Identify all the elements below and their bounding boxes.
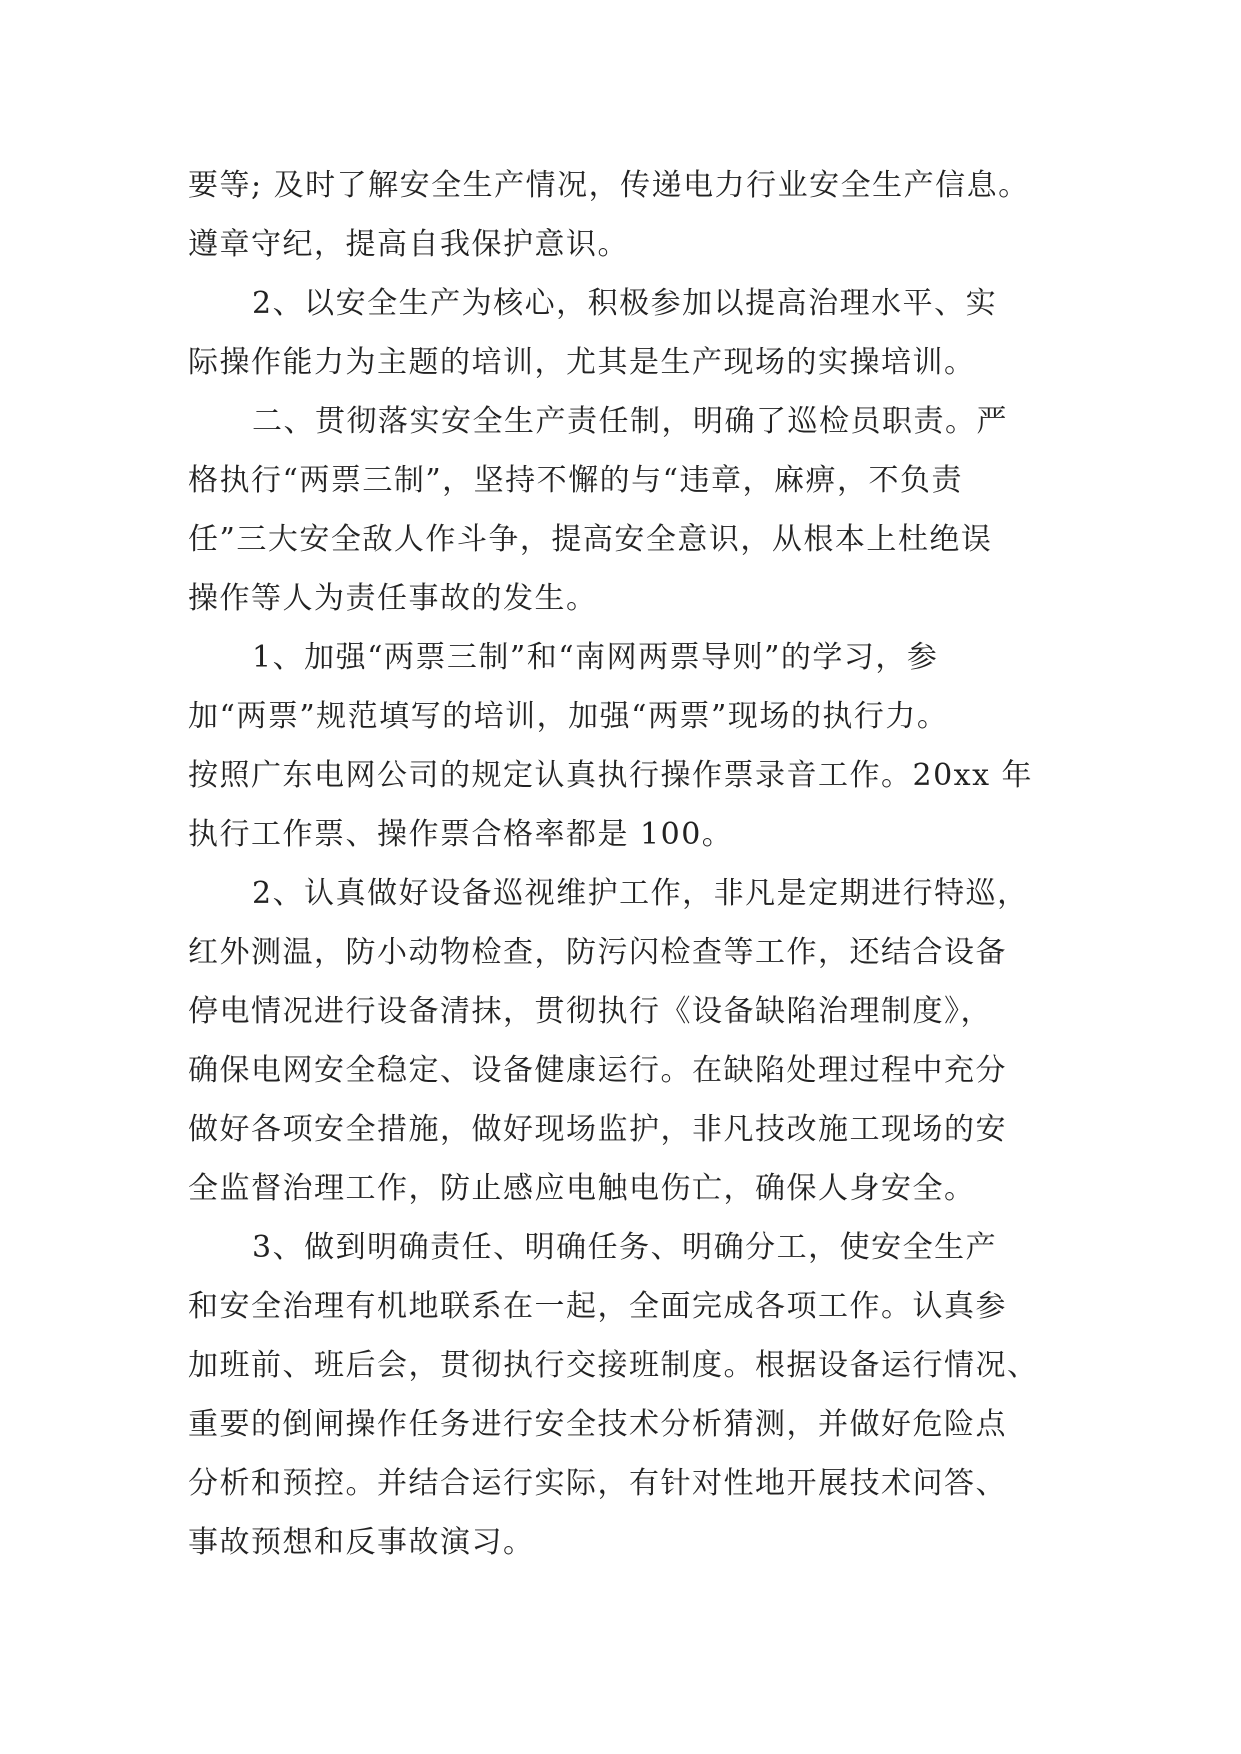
text-line: 事故预想和反事故演习。 xyxy=(188,1525,535,1560)
text-line: 加“两票”规范填写的培训，加强“两票”现场的执行力。 xyxy=(188,699,949,734)
text-line: 执行工作票、操作票合格率都是 100。 xyxy=(188,817,734,852)
text-line: 红外测温，防小动物检查，防污闪检查等工作，还结合设备 xyxy=(188,935,1007,970)
text-line: 要等; 及时了解安全生产情况，传递电力行业安全生产信息。 xyxy=(188,168,1030,203)
text-line: 二、贯彻落实安全生产责任制，明确了巡检员职责。严 xyxy=(252,404,1008,439)
paragraph-2 xyxy=(188,274,1068,392)
text-line: 任”三大安全敌人作斗争，提高安全意识，从根本上杜绝误 xyxy=(188,522,993,557)
paragraph-1 xyxy=(188,156,1068,274)
text-line: 操作等人为责任事故的发生。 xyxy=(188,581,598,616)
text-line: 做好各项安全措施，做好现场监护，非凡技改施工现场的安 xyxy=(188,1112,1007,1147)
text-line: 和安全治理有机地联系在一起，全面完成各项工作。认真参 xyxy=(188,1289,1007,1324)
text-line: 全监督治理工作，防止感应电触电伤亡，确保人身安全。 xyxy=(188,1171,976,1206)
paragraph-4 xyxy=(188,628,1068,864)
text-line: 1、加强“两票三制”和“南网两票导则”的学习，参 xyxy=(252,640,939,675)
text-line: 3、做到明确责任、明确任务、明确分工，使安全生产 xyxy=(252,1230,998,1265)
text-line: 确保电网安全稳定、设备健康运行。在缺陷处理过程中充分 xyxy=(188,1053,1007,1088)
text-line: 际操作能力为主题的培训，尤其是生产现场的实操培训。 xyxy=(188,345,976,380)
paragraph-3 xyxy=(188,392,1068,628)
paragraph-6 xyxy=(188,1218,1068,1572)
text-line: 停电情况进行设备清抹，贯彻执行《设备缺陷治理制度》， xyxy=(188,994,992,1029)
text-line: 2、以安全生产为核心，积极参加以提高治理水平、实 xyxy=(252,286,998,321)
text-line: 按照广东电网公司的规定认真执行操作票录音工作。20xx 年 xyxy=(188,758,1034,793)
text-line: 遵章守纪，提高自我保护意识。 xyxy=(188,227,629,262)
document-body xyxy=(188,156,1068,1572)
text-line: 加班前、班后会，贯彻执行交接班制度。根据设备运行情况、 xyxy=(188,1348,1039,1383)
text-line: 分析和预控。并结合运行实际，有针对性地开展技术问答、 xyxy=(188,1466,1007,1501)
text-line: 2、认真做好设备巡视维护工作，非凡是定期进行特巡， xyxy=(252,876,1029,911)
paragraph-5 xyxy=(188,864,1068,1218)
text-line: 重要的倒闸操作任务进行安全技术分析猜测，并做好危险点 xyxy=(188,1407,1007,1442)
text-line: 格执行“两票三制”，坚持不懈的与“违章，麻痹，不负责 xyxy=(188,463,964,498)
